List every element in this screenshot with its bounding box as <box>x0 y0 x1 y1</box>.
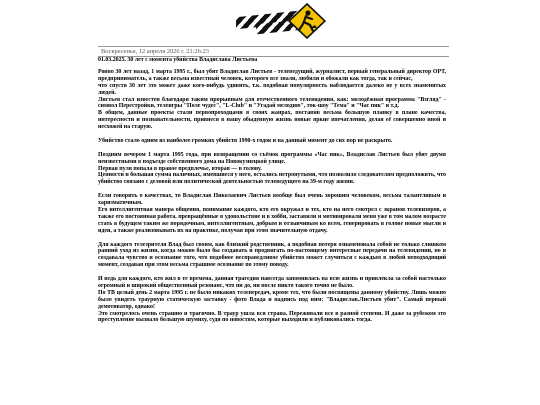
article-paragraph: По ТВ целый день 2 марта 1995 г. не было никаких телепередач, кроме тех, что были посвящены данному убийству. Лишь можно было увидеть траурную статическую заставку - фото Влада и надпись под ним: "Владислав.Листьев убит". Самый первый демотиватор, однако! <box>98 289 446 310</box>
article-paragraph: Это смотрелось очень страшно и трагично. В траур ушла вся страна. Переживали все в разной степени. И даже за рубежом это преступление вызвало большую шумиху, судя по новостям, которые выходили и публиковались тогда. <box>98 310 446 324</box>
article-paragraph: И ведь для каждого, кто жил в те времена, данная трагедия навсегда запомнилась на всю жизнь и привлекла за собой настолько огромный и широкий общественный резонанс, что ни до, ни после никто такого точно не было. <box>98 276 446 289</box>
article-paragraph: Первая пуля попала в правое предплечье, вторая — в голову. <box>98 165 262 172</box>
article-paragraph: Убийство стало одним из наиболее громких убийств 1990-х годов и на данный момент до сих пор не раскрыто. <box>98 137 393 144</box>
article-paragraph: Если говорить о качествах, то Владислав Николаевич Листьев вообще был очень хорошим человеком, весьма талантливым и харизматичным. <box>98 193 446 207</box>
article-paragraph: Ровно 30 лет назад, 1 марта 1995 г., был убит Владислав Листьев - телеведущий, журналист, первый генеральный директор ОРТ, предприниматель, а также весьма известный человек, которого все знали, любили и обожали как тогда, так и сейчас, <box>98 68 446 82</box>
paragraph-gap <box>98 131 446 138</box>
header-banner <box>0 0 540 46</box>
paragraph-gap <box>98 145 446 152</box>
article-body <box>98 69 446 324</box>
article-paragraph: Ценности и большая сумма наличных, имевшиеся у него, остались нетронутыми, что позволило следователям предположить, что убийство связано с деловой или политической деятельностью телеведущего на 39-м году жизни. <box>98 172 446 186</box>
dateline: Воскресенье, 12 апреля 2026 г. 21:26:23 <box>98 46 449 57</box>
article-paragraph: Листьев стал известен благодаря таким прорывным для отечественного телевидения, как: молодёжная программа "Взгляд" - символ Перестройки, телеигры "Поле чудес", "L-Club" и "Угадай мелодию", ток-шоу "Тема" и "Час пик" и т.д. <box>98 96 446 110</box>
article <box>98 57 446 324</box>
article-paragraph: что спустя 30 лет это может даже кого-нибудь удивить, т.к. подобная популярность наблюдается далеко не у всех знаменитых людей. <box>98 82 446 96</box>
article-paragraph: Поздним вечером 1 марта 1995 года, при возвращении со съёмок программы «Час пик», Владислав Листьев был убит двумя неизвестными в подъезде собственного дома на Новокузнецкой улице. <box>98 151 446 165</box>
article-paragraph: Для каждого телезрителя Влад был своим, как близкий родственник, а подобная потеря ознаменовала собой не только слишком ранний уход из жизни, когда можно было бы создавать и продвигать по-настоящему интересные передачи на телевидении, но и создавала чувство и осознание того, что подобное несправедливое убийство может случиться с каждым в любой неподходящий момент, создавая при этом весьма страшное осознание по этому поводу. <box>98 241 446 269</box>
article-paragraph: Его интеллигентная манера общения, понимание каждого, кто его окружал и тех, кто на него смотрел с экранов телевизоров, а также его постоянная работа, превращённые в удовольствие и в хобби, заставили и мотивировали меня уже в том малом возрасте стать в будущем таким же порядочным, интеллигентным, добрым и отзывчивым ко всем, генерировать в голове новые мысли и идеи, а также реализовывать их на практике, получая при этом значительную отдачу. <box>98 206 446 234</box>
article-title: 01.03.2025. 30 лет с момента убийства Владислава Листьева <box>98 57 258 63</box>
construction-worker-sign-icon <box>288 3 326 39</box>
article-paragraph: В общем, данные проекты стали первопроходцами в своих жанрах, поставив весьма большую планку в плане качества, интересности и познавательности, привнеся в нашу обыденную жизнь новые яркие впечатления, делая её совершенно иной и несхожей на старую. <box>98 110 446 131</box>
paragraph-gap <box>98 235 446 242</box>
paragraph-gap <box>98 269 446 276</box>
